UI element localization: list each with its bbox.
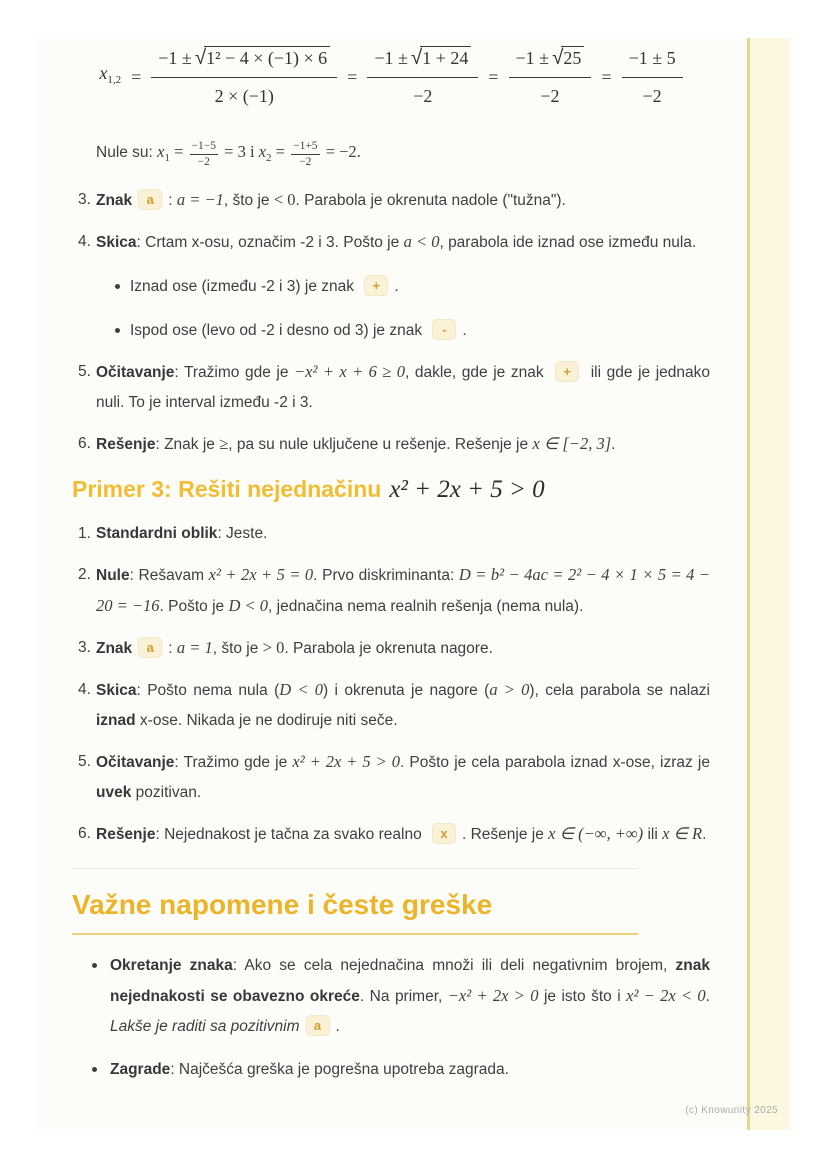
math: a = −1	[176, 190, 224, 209]
math: D = b² − 4ac = 2² − 4 × 1 × 5 = 4 − 20 = −16	[96, 565, 711, 615]
text: : Znak je	[155, 436, 220, 453]
list-item-text	[96, 747, 710, 808]
math: x² + 2x + 5 > 0	[292, 752, 400, 771]
heading-primer-3	[72, 472, 710, 507]
text: : Jeste.	[217, 525, 268, 542]
bullet-item	[110, 316, 710, 346]
bold-text: iznad	[96, 712, 136, 729]
list-item-number: 2.	[78, 566, 91, 583]
list-item-number: 3.	[78, 639, 91, 656]
text: , pa su nule uključene u rešenje. Rešenje je	[228, 436, 533, 453]
text: : Tražimo gde je	[174, 754, 293, 771]
text: : Rešavam	[129, 567, 209, 584]
text: ), cela parabola se nalazi	[529, 682, 710, 699]
text: :	[168, 640, 177, 657]
text: .	[702, 826, 707, 843]
bullet-text	[110, 1055, 710, 1085]
text: : Nejednakost je tačna za svako realno	[155, 826, 426, 843]
math: x ∈ [−2, 3]	[532, 434, 612, 453]
heading-math: x² + 2x + 5 > 0	[389, 476, 545, 503]
bullet-dot	[115, 284, 120, 289]
fraction-numerator: −1 ± 5	[622, 42, 683, 78]
text: ) i okrenuta je nagore (	[322, 682, 490, 699]
list-item	[72, 185, 710, 216]
text: Nule su:	[96, 144, 158, 161]
text: . Parabola je okrenuta nadole ("tužna").	[295, 192, 566, 209]
text: pozitivan.	[131, 784, 202, 801]
fraction	[151, 42, 337, 111]
list-item-text	[96, 560, 710, 622]
text: : Pošto nema nula (	[136, 682, 280, 699]
text: .	[394, 278, 399, 295]
list-item-text	[96, 227, 710, 258]
text: . Rešenje je	[462, 826, 549, 843]
text: . Prvo diskriminanta:	[313, 567, 459, 584]
italic-text: Lakše je raditi sa pozitivnim	[110, 1018, 300, 1035]
text: Ispod ose (levo od -2 i desno od 3) je znak	[130, 322, 427, 339]
bullet-text	[110, 951, 710, 1042]
list-item-text	[96, 633, 710, 664]
bullet-text	[130, 272, 710, 302]
bold-text: Okretanje znaka	[110, 957, 233, 974]
equals-sign: =	[347, 66, 358, 87]
bullet-dot	[92, 1067, 97, 1072]
bold-text: Zagrade	[110, 1061, 171, 1078]
text: .	[705, 988, 710, 1005]
list-item-text	[96, 675, 710, 736]
list-item-number: 5.	[78, 363, 91, 380]
badge-minus: -	[432, 319, 456, 340]
text: .	[335, 1018, 340, 1035]
fraction-denominator: −2	[413, 86, 433, 106]
text: . Na primer,	[359, 988, 448, 1005]
fraction-numerator: −1 ± √ 1² − 4 × (−1) × 6	[151, 42, 337, 78]
math: D < 0	[279, 680, 323, 699]
text: :	[168, 192, 177, 209]
math: x² + 2x + 5 = 0	[208, 565, 314, 584]
badge-plus: +	[364, 275, 388, 296]
bold-text: Rešenje	[96, 826, 156, 843]
list-item-number: 1.	[78, 525, 91, 542]
display-formula	[72, 42, 710, 111]
math: D < 0	[228, 596, 269, 615]
ordered-list	[72, 519, 710, 850]
list-item-number: 5.	[78, 753, 91, 770]
bold-text: Skica	[96, 682, 137, 699]
fraction: $\frac{-1+5}{-2}$	[293, 139, 318, 168]
badge-a: a	[138, 637, 162, 658]
list-item	[72, 227, 710, 346]
equals-sign: =	[131, 66, 142, 87]
heading-title: Primer 3: Rešiti nejednačinu	[72, 476, 382, 502]
math-subscript: 1,2	[107, 74, 122, 86]
text: : Tražimo gde je	[174, 364, 295, 381]
text: .	[611, 436, 616, 453]
math: =	[170, 142, 188, 161]
math-var: x	[99, 63, 108, 83]
math: x² − 2x < 0	[626, 986, 706, 1005]
fraction	[367, 42, 478, 111]
fraction-denominator: −2	[540, 86, 560, 106]
bold-text: Skica	[96, 234, 137, 251]
text: , što je	[223, 192, 274, 209]
list-item-number: 3.	[78, 191, 91, 208]
sqrt-radical: √ 25	[552, 43, 584, 73]
bullet-sublist	[110, 272, 710, 346]
math: =	[271, 142, 290, 161]
fraction-numerator: −1 ± √ 25	[509, 42, 592, 78]
list-item	[72, 633, 710, 664]
list-item	[72, 429, 710, 460]
fraction	[509, 42, 592, 111]
bold-text: Znak	[96, 640, 133, 657]
ordered-list	[72, 185, 710, 460]
bold-text: Znak	[96, 192, 133, 209]
bullet-dot	[92, 963, 97, 968]
math: = −2.	[321, 142, 361, 161]
list-item	[72, 819, 710, 850]
text: Iznad ose (između -2 i 3) je znak	[130, 278, 359, 295]
notes-list	[72, 951, 710, 1085]
fraction-denominator: 2 × (−1)	[214, 86, 274, 106]
math: ≥	[219, 434, 229, 453]
badge-x: x	[432, 823, 456, 844]
badge-plus: +	[555, 361, 579, 382]
heading-vazne-napomene: Važne napomene i česte greške	[72, 887, 638, 935]
bold-text: Nule	[96, 567, 130, 584]
formula-lhs	[99, 58, 121, 95]
math-var: x	[157, 142, 165, 161]
text: .	[462, 322, 467, 339]
list-item	[72, 675, 710, 736]
watermark: (c) Knowunity 2025	[685, 1105, 778, 1116]
equals-sign: =	[601, 66, 612, 87]
text: je isto što i	[538, 988, 627, 1005]
fraction	[622, 42, 683, 111]
badge-a: a	[306, 1015, 330, 1036]
bullet-item	[110, 272, 710, 302]
list-item-number: 4.	[78, 233, 91, 250]
math: x ∈ R	[662, 824, 703, 843]
list-item-number: 4.	[78, 681, 91, 698]
math-var: x	[258, 142, 267, 161]
bold-text: uvek	[96, 784, 132, 801]
math: a = 1	[176, 638, 213, 657]
document-content	[37, 38, 790, 1085]
bold-text: Očitavanje	[96, 754, 175, 771]
text: . Pošto je	[159, 598, 229, 615]
math-subscript: 1	[164, 152, 170, 164]
fraction-numerator: −1 ± √ 1 + 24	[367, 42, 478, 78]
bold-text: znak nejednakosti se obavezno okreće	[110, 957, 710, 1005]
math: −x² + 2x > 0	[447, 986, 539, 1005]
list-item	[72, 357, 710, 418]
fraction-denominator: −2	[642, 86, 662, 106]
text: . Pošto je cela parabola iznad x-ose, izraz je	[399, 754, 710, 771]
list-item-text	[96, 357, 710, 418]
list-item	[72, 519, 710, 549]
text: . Parabola je okrenuta nagore.	[284, 640, 493, 657]
math-subscript: 2	[266, 152, 272, 164]
bold-text: Rešenje	[96, 436, 156, 453]
bold-text: Standardni oblik	[96, 525, 218, 542]
sqrt-radical: √ 1 + 24	[411, 43, 472, 73]
bullet-item	[72, 951, 710, 1042]
document-page	[37, 38, 790, 1130]
text: ili gde je jednako nuli. To je interval između -2 i 3.	[96, 364, 710, 411]
list-item-text	[96, 819, 710, 850]
bold-text: Očitavanje	[96, 364, 175, 381]
list-item-number: 6.	[78, 825, 91, 842]
sqrt-radical: √ 1² − 4 × (−1) × 6	[195, 43, 330, 73]
text: : Najčešća greška je pogrešna upotreba zagrada.	[170, 1061, 509, 1078]
math: a < 0	[403, 232, 440, 251]
text: , što je	[212, 640, 263, 657]
fraction: $\frac{-1-5}{-2}$	[191, 139, 217, 168]
bullet-item	[72, 1055, 710, 1085]
text: , jednačina nema realnih rešenja (nema nula).	[268, 598, 584, 615]
list-item-text	[96, 185, 710, 216]
list-item-text	[96, 429, 710, 460]
list-item-text	[96, 519, 710, 549]
bullet-dot	[115, 328, 120, 333]
text: x-ose. Nikada je ne dodiruje niti seče.	[135, 712, 398, 729]
list-item-number: 6.	[78, 435, 91, 452]
bullet-text	[130, 316, 710, 346]
math: x ∈ (−∞, +∞)	[548, 824, 644, 843]
list-item	[72, 560, 710, 622]
divider	[72, 868, 638, 869]
math: > 0	[262, 638, 285, 657]
text: : Ako se cela nejednačina množi ili deli negativnim brojem,	[232, 957, 676, 974]
text: ili	[643, 826, 663, 843]
equals-sign: =	[488, 66, 499, 87]
list-item	[72, 747, 710, 808]
text: , dakle, gde je znak	[404, 364, 550, 381]
math: < 0	[273, 190, 296, 209]
math: = 3 i	[220, 142, 259, 161]
math: −x² + x + 6 ≥ 0	[294, 362, 405, 381]
text: , parabola ide iznad ose između nula.	[439, 234, 697, 251]
badge-a: a	[138, 189, 162, 210]
paragraph-nule	[96, 137, 710, 173]
math: a > 0	[489, 680, 530, 699]
text: : Crtam x-osu, označim -2 i 3. Pošto je	[136, 234, 404, 251]
